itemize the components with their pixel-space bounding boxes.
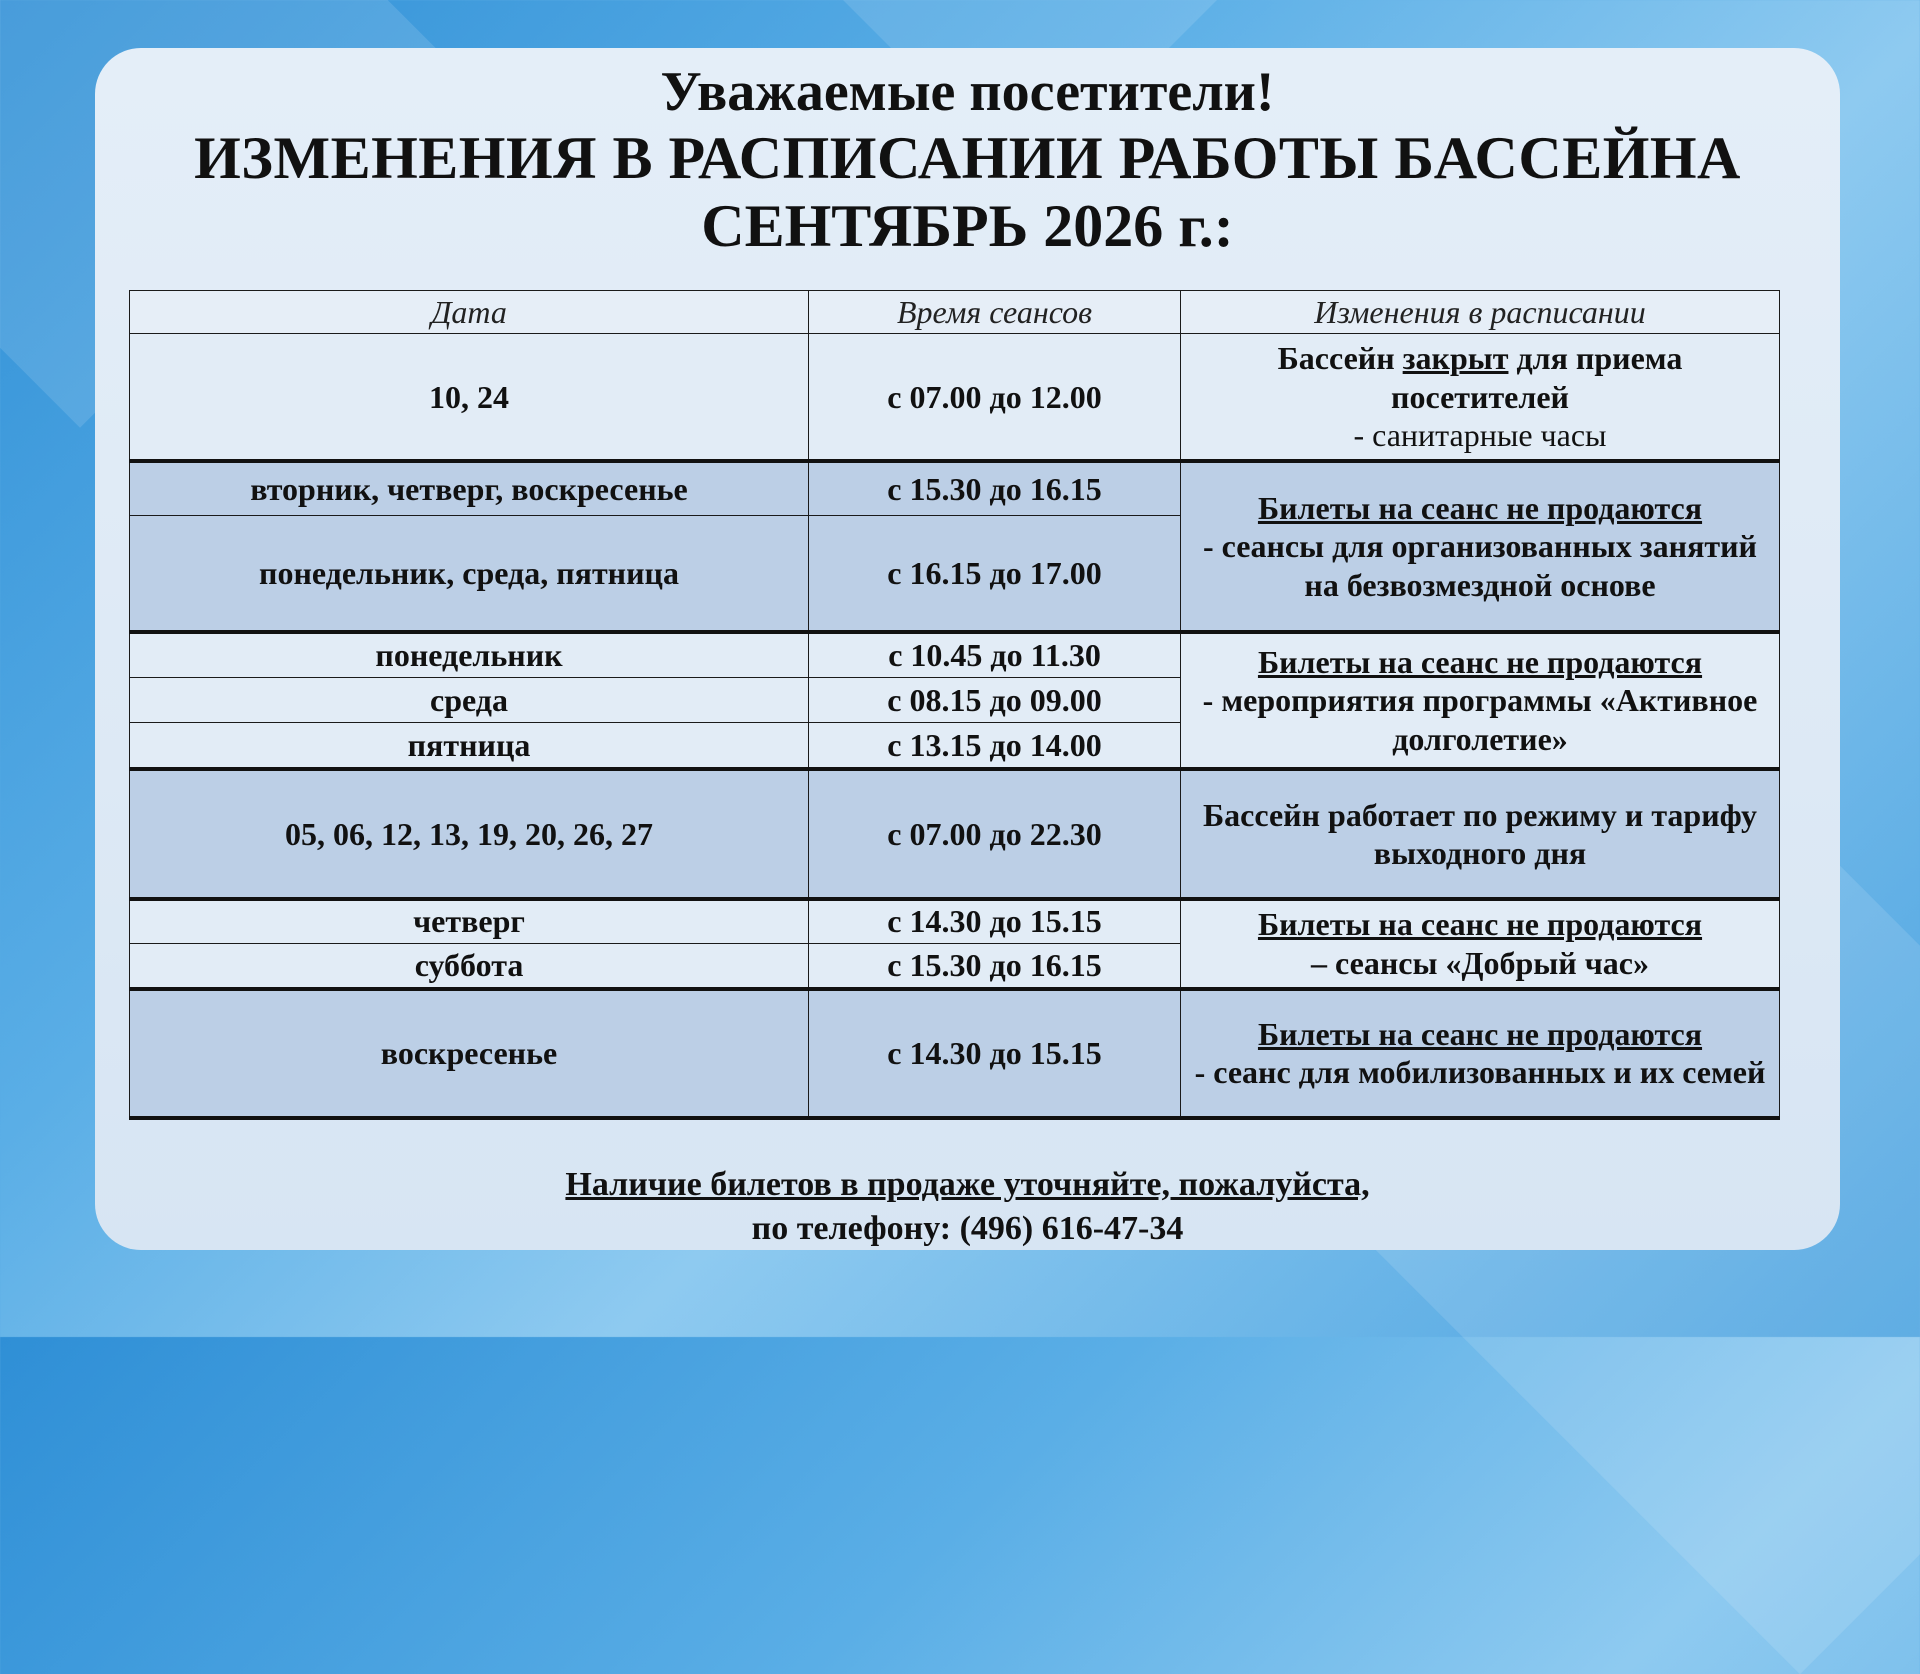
change-detail: - сеансы для организованных занятий на безвозмездной основе bbox=[1203, 528, 1757, 603]
time-cell: с 14.30 до 15.15 bbox=[809, 989, 1181, 1118]
announcement-card bbox=[95, 48, 1840, 1250]
change-cell bbox=[1181, 334, 1780, 461]
change-headline: Билеты на сеанс не продаются bbox=[1257, 906, 1703, 943]
column-header-changes: Изменения в расписании bbox=[1181, 291, 1780, 334]
change-cell: Бассейн работает по режиму и тарифу выходного дня bbox=[1181, 769, 1780, 898]
table-row bbox=[130, 334, 1780, 461]
date-cell: воскресенье bbox=[130, 989, 809, 1118]
time-cell: с 14.30 до 15.15 bbox=[809, 899, 1181, 943]
change-detail: - сеанс для мобилизованных и их семей bbox=[1194, 1054, 1766, 1091]
time-cell: с 13.15 до 14.00 bbox=[809, 723, 1181, 769]
column-header-date: Дата bbox=[130, 291, 809, 334]
page-title: ИЗМЕНЕНИЯ В РАСПИСАНИИ РАБОТЫ БАССЕЙНА bbox=[194, 125, 1741, 191]
change-headline: Билеты на сеанс не продаются bbox=[1257, 1015, 1703, 1052]
change-detail: – сеансы «Добрый час» bbox=[1311, 944, 1649, 981]
change-headline: Билеты на сеанс не продаются bbox=[1257, 490, 1703, 527]
month-title: СЕНТЯБРЬ 2026 г.: bbox=[701, 193, 1234, 259]
date-cell: 10, 24 bbox=[130, 334, 809, 461]
date-cell: 05, 06, 12, 13, 19, 20, 26, 27 bbox=[130, 769, 809, 898]
change-cell bbox=[1181, 461, 1780, 632]
time-cell: с 07.00 до 12.00 bbox=[809, 334, 1181, 461]
table-row bbox=[130, 769, 1780, 898]
time-cell: с 15.30 до 16.15 bbox=[809, 461, 1181, 516]
time-cell: с 08.15 до 09.00 bbox=[809, 677, 1181, 722]
time-cell: с 07.00 до 22.30 bbox=[809, 769, 1181, 898]
date-cell: вторник, четверг, воскресенье bbox=[130, 461, 809, 516]
column-header-time: Время сеансов bbox=[809, 291, 1181, 334]
greeting: Уважаемые посетители! bbox=[660, 61, 1275, 123]
change-headline: Билеты на сеанс не продаются bbox=[1257, 644, 1703, 681]
table-header-row bbox=[130, 291, 1780, 334]
change-note: - санитарные часы bbox=[1353, 417, 1607, 454]
change-detail: - мероприятия программы «Активное долголетие» bbox=[1202, 682, 1758, 757]
schedule-table bbox=[129, 290, 1780, 1120]
table-row bbox=[130, 461, 1780, 516]
date-cell: среда bbox=[130, 677, 809, 722]
closed-word: закрыт bbox=[1402, 340, 1509, 377]
time-cell: с 15.30 до 16.15 bbox=[809, 943, 1181, 988]
time-cell: с 16.15 до 17.00 bbox=[809, 516, 1181, 632]
table-row bbox=[130, 989, 1780, 1118]
change-cell bbox=[1181, 632, 1780, 769]
footer-phone: по телефону: (496) 616-47-34 bbox=[751, 1210, 1184, 1247]
date-cell: пятница bbox=[130, 723, 809, 769]
date-cell: понедельник, среда, пятница bbox=[130, 516, 809, 632]
table-row bbox=[130, 899, 1780, 943]
table-row bbox=[130, 632, 1780, 677]
date-cell: суббота bbox=[130, 943, 809, 988]
time-cell: с 10.45 до 11.30 bbox=[809, 632, 1181, 677]
date-cell: понедельник bbox=[130, 632, 809, 677]
change-cell bbox=[1181, 899, 1780, 989]
date-cell: четверг bbox=[130, 899, 809, 943]
change-text: Бассейн закрыт для приема посетителей bbox=[1277, 340, 1683, 415]
change-cell bbox=[1181, 989, 1780, 1118]
footer-notice: Наличие билетов в продаже уточняйте, пожалуйста, bbox=[565, 1166, 1370, 1203]
